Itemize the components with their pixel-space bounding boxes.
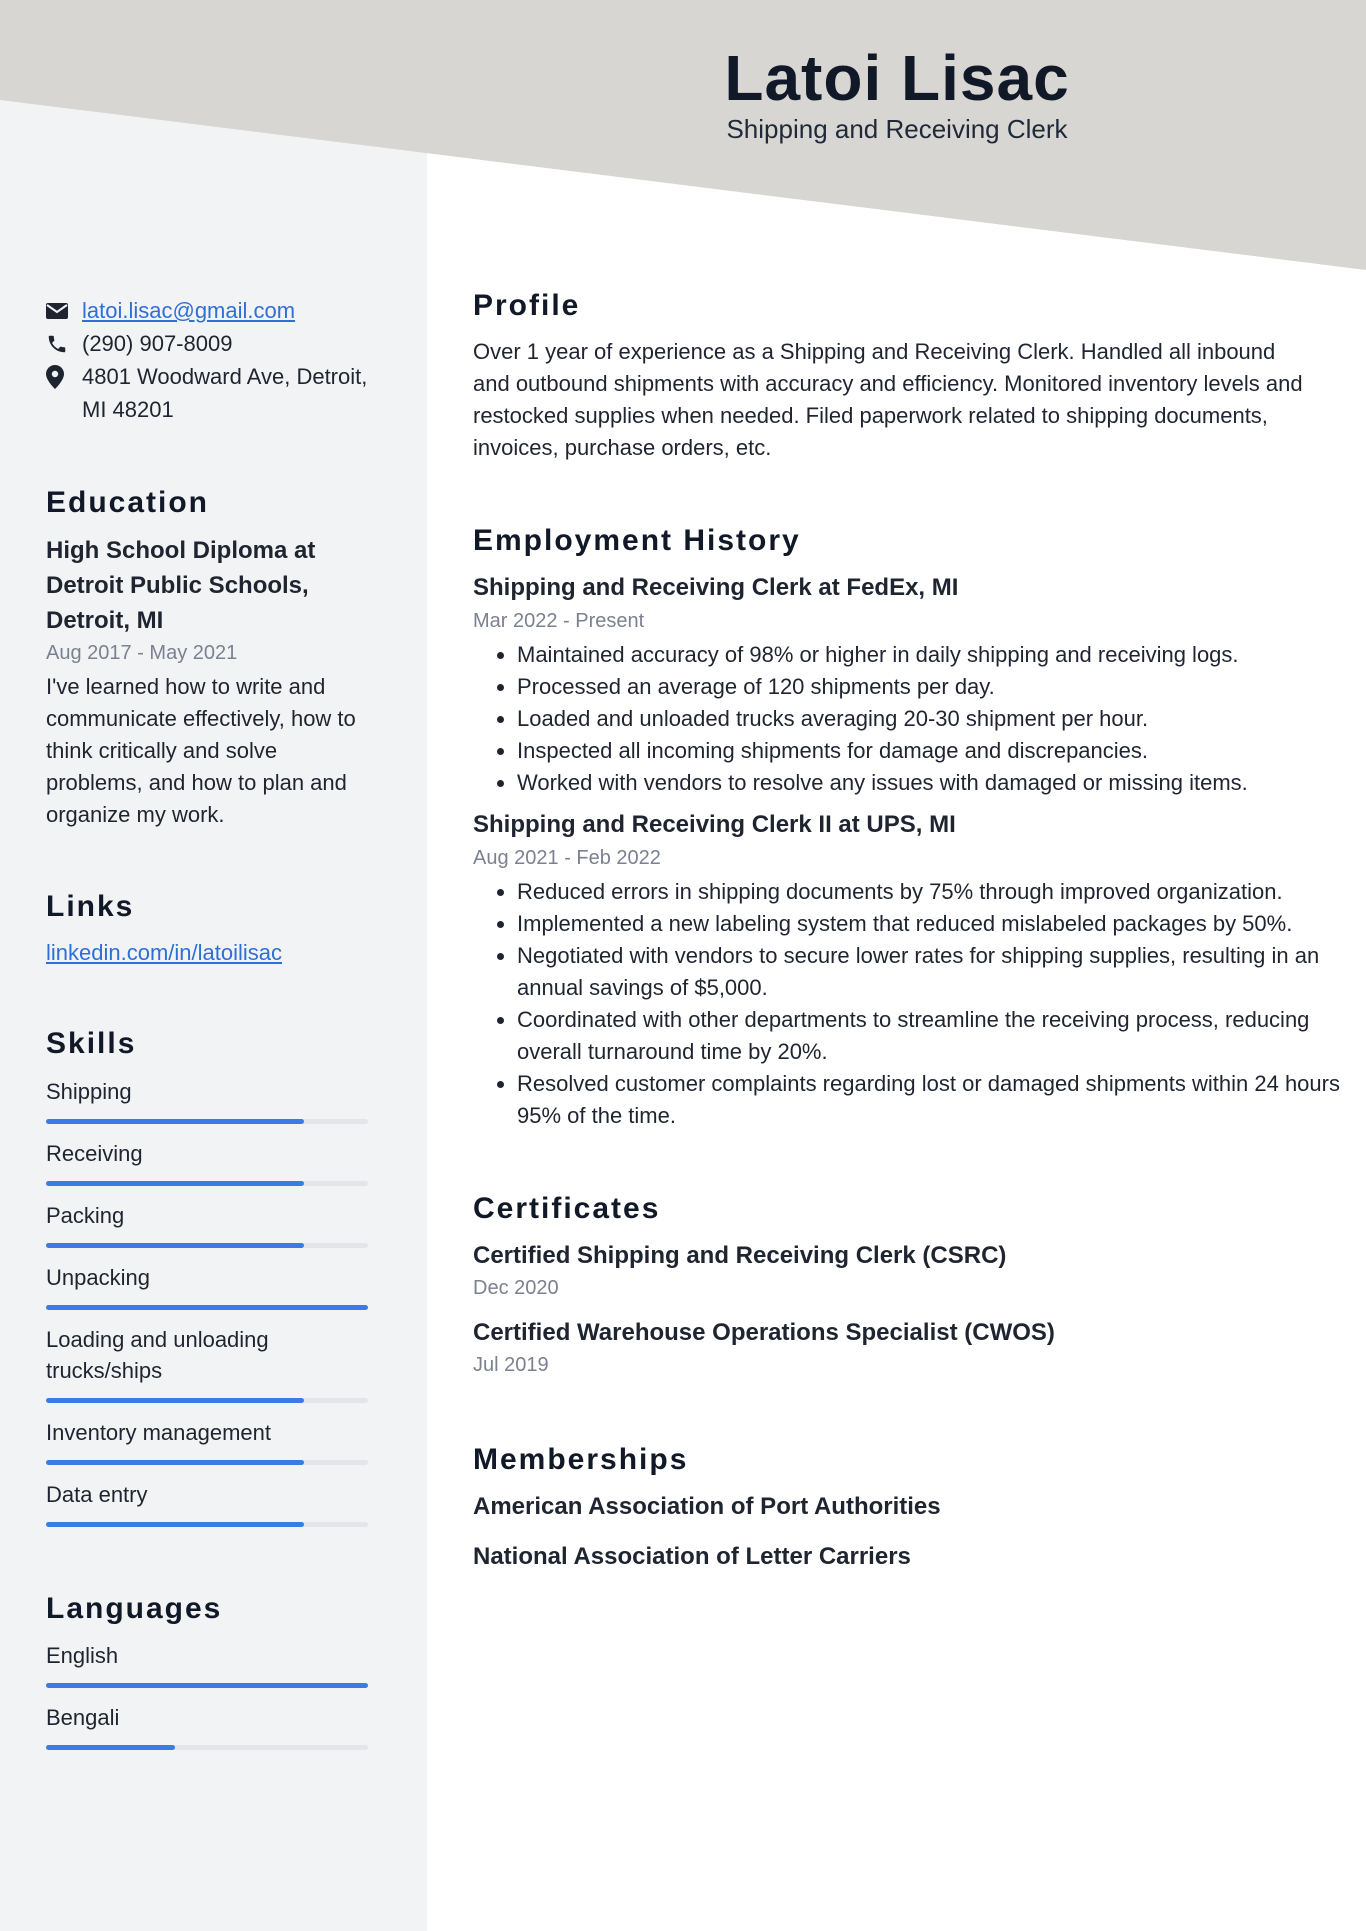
skill-label: Data entry: [46, 1482, 148, 1507]
address-text: [82, 360, 367, 426]
envelope-icon: [46, 294, 82, 327]
job-bullet: • Processed an average of 120 shipments per day.: [517, 671, 1366, 703]
education-degree-line-1: High School Diploma at: [46, 537, 316, 564]
job-bullets: [473, 876, 1366, 1132]
skill-level-bar: [46, 1181, 368, 1186]
address-line-2: MI 48201: [82, 397, 174, 422]
profile-text: Over 1 year of experience as a Shipping and Receiving Clerk. Handled all inbound and outbound shipments with accuracy and efficiency. Monitored inventory levels and restocked supplies when needed. Filed paperwork related to shipping documents, invoices, purchase orders, etc.: [473, 339, 1303, 460]
skills-heading: Skills: [46, 1027, 137, 1060]
level-fill: [46, 1305, 368, 1310]
skill-label: Unpacking: [46, 1265, 150, 1290]
skill-item: [46, 1324, 368, 1386]
language-level-bar: [46, 1745, 368, 1750]
skill-item: [46, 1076, 368, 1107]
phone-text: (290) 907-8009: [82, 331, 233, 356]
job-bullet: • Reduced errors in shipping documents by 75% through improved organization.: [517, 876, 1366, 908]
job-dates: Aug 2021 - Feb 2022: [473, 847, 661, 869]
skill-item: [46, 1200, 368, 1231]
skill-label: Inventory management: [46, 1420, 272, 1445]
education-degree: [46, 533, 346, 638]
level-fill: [46, 1398, 304, 1403]
map-pin-icon: [46, 360, 82, 393]
skill-item: [46, 1262, 368, 1293]
memberships-heading: Memberships: [473, 1443, 689, 1476]
education-degree-line-3: Detroit, MI: [46, 607, 164, 634]
skill-item: [46, 1138, 368, 1169]
linkedin-link[interactable]: linkedin.com/in/latoilisac: [46, 940, 282, 965]
contact-address-row: [46, 360, 367, 426]
education-heading: Education: [46, 486, 210, 519]
level-fill: [46, 1460, 304, 1465]
language-level-bar: [46, 1683, 368, 1688]
phone-icon: [46, 327, 82, 360]
job-bullets: [473, 639, 1366, 799]
skill-level-bar: [46, 1460, 368, 1465]
languages-heading: Languages: [46, 1592, 223, 1625]
job-bullet: • Coordinated with other departments to streamline the receiving process, reducing overall turnaround time by 20%.: [517, 1004, 1366, 1068]
job-bullet: • Implemented a new labeling system that reduced mislabeled packages by 50%.: [517, 908, 1366, 940]
email-link[interactable]: latoi.lisac@gmail.com: [82, 298, 296, 323]
contact-email-row: [46, 294, 295, 327]
education-dates: Aug 2017 - May 2021: [46, 642, 238, 664]
level-fill: [46, 1181, 304, 1186]
certificates-heading: Certificates: [473, 1192, 661, 1225]
skill-level-bar: [46, 1305, 368, 1310]
membership-item: National Association of Letter Carriers: [473, 1543, 911, 1570]
skill-label: Shipping: [46, 1079, 132, 1104]
skill-level-bar: [46, 1119, 368, 1124]
job-dates: Mar 2022 - Present: [473, 610, 645, 632]
education-description: I've learned how to write and communicate effectively, how to think critically and solve problems, and how to plan and organize my work.: [46, 674, 356, 827]
employment-heading: Employment History: [473, 524, 801, 557]
level-fill: [46, 1745, 175, 1750]
links-heading: Links: [46, 890, 135, 923]
language-label: English: [46, 1643, 119, 1668]
level-fill: [46, 1243, 304, 1248]
level-fill: [46, 1522, 304, 1527]
contact-phone-row: [46, 327, 232, 360]
level-fill: [46, 1119, 304, 1124]
language-item: [46, 1702, 368, 1733]
education-degree-line-2: Detroit Public Schools,: [46, 572, 309, 599]
job-bullet: • Loaded and unloaded trucks averaging 20-30 shipment per hour.: [517, 703, 1366, 735]
job-bullet: • Negotiated with vendors to secure lower rates for shipping supplies, resulting in an annual savings of $5,000.: [517, 940, 1366, 1004]
skill-label: Packing: [46, 1203, 125, 1228]
candidate-job-title: Shipping and Receiving Clerk: [726, 114, 1068, 144]
level-fill: [46, 1683, 368, 1688]
certificate-title: Certified Warehouse Operations Specialist (CWOS): [473, 1319, 1055, 1346]
skill-item: [46, 1479, 368, 1510]
certificate-date: Dec 2020: [473, 1277, 559, 1299]
language-item: [46, 1640, 368, 1671]
job-title: Shipping and Receiving Clerk II at UPS, MI: [473, 811, 956, 838]
candidate-name: Latoi Lisac: [724, 42, 1070, 114]
profile-heading: Profile: [473, 289, 581, 322]
job-bullet: • Inspected all incoming shipments for damage and discrepancies.: [517, 735, 1366, 767]
skill-level-bar: [46, 1398, 368, 1403]
language-label: Bengali: [46, 1705, 120, 1730]
skill-item: [46, 1417, 368, 1448]
job-bullet: • Resolved customer complaints regarding lost or damaged shipments within 24 hours 95% of the time.: [517, 1068, 1366, 1132]
certificate-title: Certified Shipping and Receiving Clerk (CSRC): [473, 1242, 1007, 1269]
job-bullet: • Worked with vendors to resolve any issues with damaged or missing items.: [517, 767, 1366, 799]
membership-item: American Association of Port Authorities: [473, 1493, 941, 1520]
skill-label: Receiving: [46, 1141, 143, 1166]
certificate-date: Jul 2019: [473, 1354, 549, 1376]
address-line-1: 4801 Woodward Ave, Detroit,: [82, 364, 368, 389]
job-title: Shipping and Receiving Clerk at FedEx, MI: [473, 574, 959, 601]
job-bullet: • Maintained accuracy of 98% or higher in daily shipping and receiving logs.: [517, 639, 1366, 671]
skill-level-bar: [46, 1522, 368, 1527]
skill-label: Loading and unloading trucks/ships: [46, 1327, 269, 1383]
skill-level-bar: [46, 1243, 368, 1248]
